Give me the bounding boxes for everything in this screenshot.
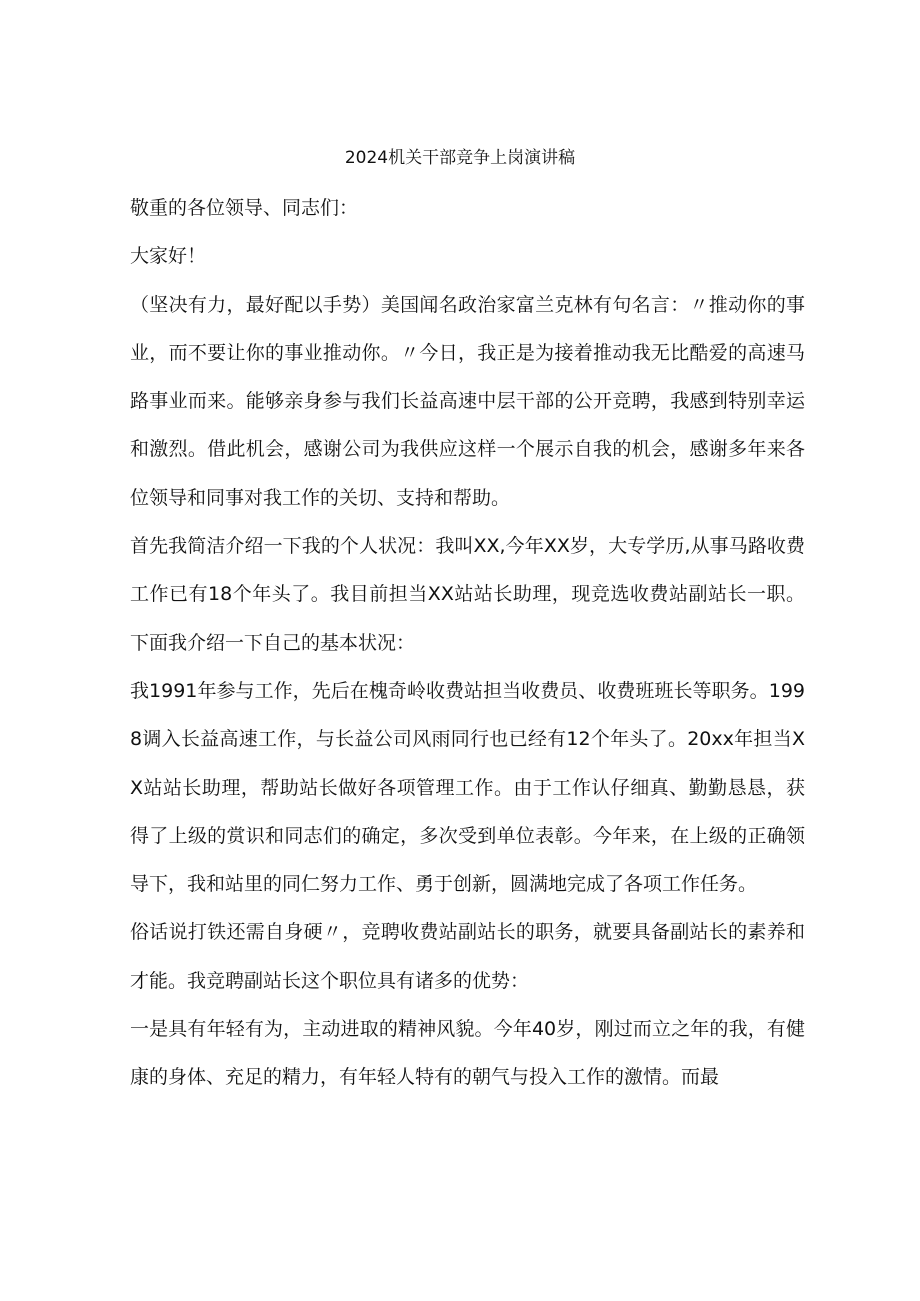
paragraph-greeting: 大家好！ bbox=[130, 245, 207, 268]
paragraph-opening: （坚决有力，最好配以手势）美国闻名政治家富兰克林有句名言：〃推动你的事业，而不要让你的事业推动你。〃今日，我正是为接着推动我无比酷爱的高速马路事业而来。能够亲身参与我们长益高速中层干部的公开竞聘，我感到特别幸运和激烈。借此机会，感谢公司为我供应这样一个展示自我的机会，感谢多年来各位领导和同事对我工作的关切、支持和帮助。 bbox=[130, 293, 805, 509]
document-title: 2024机关干部竞争上岗演讲稿 bbox=[344, 148, 576, 168]
paragraph-advantage-one: 一是具有年轻有为，主动进取的精神风貌。今年40岁，刚过而立之年的我，有健康的身体、充足的精力，有年轻人特有的朝气与投入工作的激情。而最 bbox=[130, 1018, 805, 1089]
paragraph-self-intro: 首先我简洁介绍一下我的个人状况：我叫XX,今年XX岁，大专学历,从事马路收费工作已有18个年头了。我目前担当XX站站长助理，现竞选收费站副站长一职。下面我介绍一下自己的基本状况： bbox=[130, 535, 805, 654]
document-body bbox=[130, 184, 805, 1102]
paragraph-qualifications: 俗话说打铁还需自身硬〃，竞聘收费站副站长的职务，就要具备副站长的素养和才能。我竞聘副站长这个职位具有诸多的优势： bbox=[130, 921, 805, 992]
paragraph-work-history: 我1991年参与工作，先后在槐奇岭收费站担当收费员、收费班班长等职务。1998调入长益高速工作，与长益公司风雨同行也已经有12个年头了。20xx年担当XX站站长助理，帮助站长做好各项管理工作。由于工作认仔细真、勤勤恳恳，获得了上级的赏识和同志们的确定，多次受到单位表彰。今年来，在上级的正确领导下，我和站里的同仁努力工作、勇于创新，圆满地完成了各项工作任务。 bbox=[130, 679, 805, 896]
paragraph-salutation: 敬重的各位领导、同志们： bbox=[130, 197, 359, 219]
